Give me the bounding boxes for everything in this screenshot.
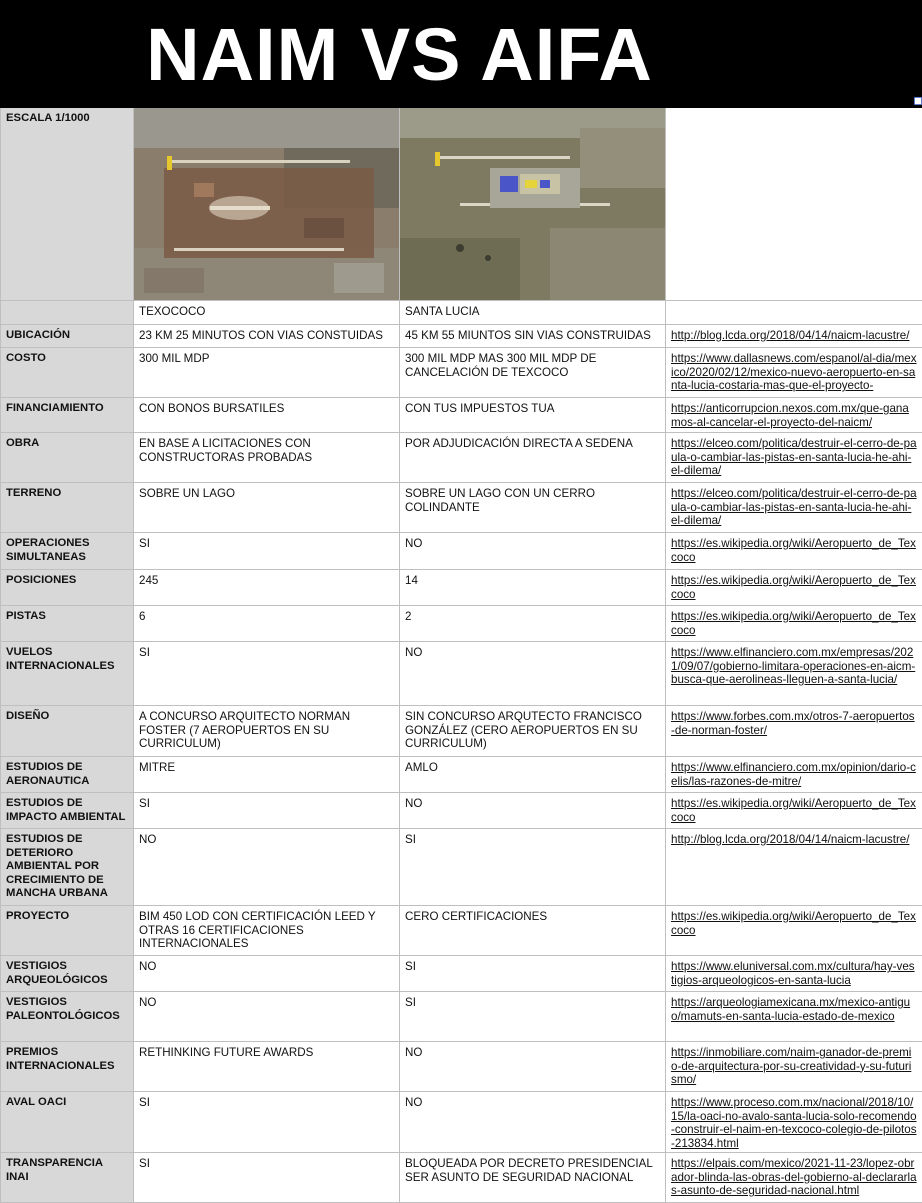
naim-value: NO: [139, 833, 156, 846]
source-link[interactable]: https://www.forbes.com.mx/otros-7-aeropuertos-de-norman-foster/: [671, 710, 915, 737]
aifa-value-cell: [400, 793, 666, 829]
row-label-cell: [1, 483, 134, 533]
aifa-value: SIN CONCURSO ARQUTECTO FRANCISCO GONZÁLEZ (CERO AEROPUERTOS EN SU CURRICULUM): [405, 710, 642, 750]
source-link[interactable]: https://inmobiliare.com/naim-ganador-de-premio-de-arquitectura-por-su-creatividad-y-su-futurismo/: [671, 1046, 911, 1086]
row-label: PISTAS: [6, 610, 46, 622]
source-link-cell: [666, 642, 922, 706]
row-label-cell: [1, 1042, 134, 1092]
naim-value: EN BASE A LICITACIONES CON CONSTRUCTORAS PROBADAS: [139, 437, 312, 464]
row-label-cell: [1, 992, 134, 1042]
table-row: [1, 348, 922, 398]
aifa-value: CON TUS IMPUESTOS TUA: [405, 402, 554, 415]
aifa-value-cell: [400, 325, 666, 348]
source-link[interactable]: https://anticorrupcion.nexos.com.mx/que-ganamos-al-cancelar-el-proyecto-del-naicm/: [671, 402, 909, 429]
row-label: AVAL OACI: [6, 1096, 66, 1108]
naim-value-cell: [134, 642, 400, 706]
aifa-value-cell: [400, 757, 666, 793]
source-link[interactable]: https://elceo.com/politica/destruir-el-cerro-de-paula-o-cambiar-las-pistas-en-santa-lucia-he-ahi-el-dilema/: [671, 437, 917, 477]
aifa-value-cell: [400, 348, 666, 398]
aifa-value: 45 KM 55 MIUNTOS SIN VIAS CONSTRUIDAS: [405, 329, 651, 342]
aifa-value-cell: [400, 533, 666, 570]
source-link-cell: [666, 533, 922, 570]
texcoco-image-cell: [134, 108, 400, 301]
header-blank-cell-right: [666, 1, 922, 108]
row-label-cell: [1, 1153, 134, 1203]
column-header-naim: TEXOCOCO: [134, 301, 400, 325]
table-row: [1, 1153, 922, 1203]
page-title: NAIM VS AIFA: [139, 5, 660, 105]
source-link[interactable]: https://www.elfinanciero.com.mx/opinion/dario-celis/las-razones-de-mitre/: [671, 761, 916, 788]
aifa-value: NO: [405, 1046, 422, 1059]
column-header-source-blank: [666, 301, 922, 325]
row-label: TERRENO: [6, 487, 61, 499]
row-label: DISEÑO: [6, 710, 49, 722]
naim-value: A CONCURSO ARQUITECTO NORMAN FOSTER (7 AEROPUERTOS EN SU CURRICULUM): [139, 710, 350, 750]
column-header-row: [1, 301, 922, 325]
naim-value: BIM 450 LOD CON CERTIFICACIÓN LEED Y OTRAS 16 CERTIFICACIONES INTERNACIONALES: [139, 910, 375, 950]
row-label: VUELOS INTERNACIONALES: [6, 646, 115, 672]
naim-value-cell: [134, 348, 400, 398]
row-label: TRANSPARENCIA INAI: [6, 1157, 103, 1183]
source-link-cell: [666, 706, 922, 757]
table-row: [1, 992, 922, 1042]
row-label-cell: [1, 398, 134, 433]
aifa-value-cell: [400, 1153, 666, 1203]
naim-value: SI: [139, 797, 150, 810]
naim-value: 245: [139, 574, 158, 587]
aifa-value: 14: [405, 574, 418, 587]
source-link-cell: [666, 433, 922, 483]
source-link[interactable]: https://elpais.com/mexico/2021-11-23/lopez-obrador-blinda-las-obras-del-gobierno-al-declararlas-asunto-de-seguridad-nacional.html: [671, 1157, 917, 1197]
title-cell: [134, 1, 666, 108]
naim-value-cell: [134, 757, 400, 793]
row-label: ESTUDIOS DE AERONAUTICA: [6, 761, 89, 787]
aifa-value: SI: [405, 960, 416, 973]
aifa-value: 2: [405, 610, 411, 623]
source-link-cell: [666, 829, 922, 906]
naim-value-cell: [134, 829, 400, 906]
naim-value: 23 KM 25 MINUTOS CON VIAS CONSTUIDAS: [139, 329, 383, 342]
naim-value-cell: [134, 606, 400, 642]
row-label: OPERACIONES SIMULTANEAS: [6, 537, 90, 563]
naim-value-cell: [134, 1042, 400, 1092]
naim-value: NO: [139, 960, 156, 973]
source-link-cell: [666, 1153, 922, 1203]
source-link-cell: [666, 325, 922, 348]
santa-lucia-satellite-map: [400, 108, 666, 300]
source-link[interactable]: https://www.dallasnews.com/espanol/al-dia/mexico/2020/02/12/mexico-nuevo-aeropuerto-en-santa-lucia-costaria-mas-que-el-proyecto-: [671, 352, 917, 392]
aifa-value-cell: [400, 398, 666, 433]
row-label: OBRA: [6, 437, 39, 449]
source-link[interactable]: https://elceo.com/politica/destruir-el-cerro-de-paula-o-cambiar-las-pistas-en-santa-lucia-he-ahi-el-dilema/: [671, 487, 917, 527]
table-row: [1, 757, 922, 793]
naim-value-cell: [134, 325, 400, 348]
source-link-cell: [666, 793, 922, 829]
naim-value: 300 MIL MDP: [139, 352, 209, 365]
table-row: [1, 642, 922, 706]
row-label-cell: [1, 642, 134, 706]
naim-value-cell: [134, 398, 400, 433]
source-link-cell: [666, 398, 922, 433]
table-row: [1, 906, 922, 956]
santa-lucia-image-cell: [400, 108, 666, 301]
source-link-cell: [666, 956, 922, 992]
row-label-cell: [1, 325, 134, 348]
naim-value-cell: [134, 1153, 400, 1203]
source-link-cell: [666, 570, 922, 606]
source-link[interactable]: https://es.wikipedia.org/wiki/Aeropuerto_de_Texcoco: [671, 797, 916, 824]
naim-value-cell: [134, 793, 400, 829]
table-row: [1, 1042, 922, 1092]
row-label-cell: [1, 433, 134, 483]
row-label-cell: [1, 706, 134, 757]
table-row: [1, 325, 922, 348]
table-row: [1, 956, 922, 992]
aifa-value: SOBRE UN LAGO CON UN CERRO COLINDANTE: [405, 487, 595, 514]
source-link[interactable]: http://blog.lcda.org/2018/04/14/naicm-lacustre/: [671, 833, 909, 846]
row-label: COSTO: [6, 352, 46, 364]
aifa-value-cell: [400, 906, 666, 956]
row-label-cell: [1, 606, 134, 642]
table-row: [1, 533, 922, 570]
aifa-value: POR ADJUDICACIÓN DIRECTA A SEDENA: [405, 437, 633, 450]
naim-value: SOBRE UN LAGO: [139, 487, 235, 500]
table-row: [1, 398, 922, 433]
aifa-value: CERO CERTIFICACIONES: [405, 910, 547, 923]
texcoco-satellite-map: [134, 108, 400, 300]
row-label-cell: [1, 1092, 134, 1153]
source-link[interactable]: https://es.wikipedia.org/wiki/Aeropuerto_de_Texcoco: [671, 610, 916, 637]
naim-value: MITRE: [139, 761, 175, 774]
title-row: [1, 1, 922, 108]
aifa-value: NO: [405, 797, 422, 810]
aifa-value-cell: [400, 706, 666, 757]
row-label-cell: [1, 956, 134, 992]
column-resize-handle[interactable]: [914, 97, 922, 105]
aifa-value-cell: [400, 606, 666, 642]
aifa-value-cell: [400, 1042, 666, 1092]
aifa-value-cell: [400, 956, 666, 992]
image-row-empty-cell: [666, 108, 922, 301]
source-link[interactable]: https://www.eluniversal.com.mx/cultura/hay-vestigios-arqueologicos-en-santa-lucia: [671, 960, 915, 987]
naim-value: 6: [139, 610, 145, 623]
row-label: ESTUDIOS DE DETERIORO AMBIENTAL POR CRECIMIENTO DE MANCHA URBANA: [6, 833, 108, 899]
table-row: [1, 829, 922, 906]
naim-value: NO: [139, 996, 156, 1009]
row-label-cell: [1, 533, 134, 570]
source-link-cell: [666, 483, 922, 533]
row-label-cell: [1, 793, 134, 829]
naim-value-cell: [134, 992, 400, 1042]
table-row: [1, 433, 922, 483]
naim-value: SI: [139, 1157, 150, 1170]
naim-value-cell: [134, 433, 400, 483]
aifa-value-cell: [400, 992, 666, 1042]
column-header-blank: [1, 301, 134, 325]
aifa-value: BLOQUEADA POR DECRETO PRESIDENCIAL SER ASUNTO DE SEGURIDAD NACIONAL: [405, 1157, 652, 1184]
naim-value: CON BONOS BURSATILES: [139, 402, 284, 415]
source-link[interactable]: https://es.wikipedia.org/wiki/Aeropuerto_de_Texcoco: [671, 910, 916, 937]
naim-value: SI: [139, 1096, 150, 1109]
row-label: ESTUDIOS DE IMPACTO AMBIENTAL: [6, 797, 125, 823]
naim-value-cell: [134, 1092, 400, 1153]
table-row: [1, 793, 922, 829]
aifa-value-cell: [400, 1092, 666, 1153]
aifa-value-cell: [400, 433, 666, 483]
source-link[interactable]: https://es.wikipedia.org/wiki/Aeropuerto_de_Texcoco: [671, 537, 916, 564]
table-row: [1, 483, 922, 533]
source-link[interactable]: https://www.elfinanciero.com.mx/empresas/2021/09/07/gobierno-limitara-operaciones-en-aicm-busca-que-aerolineas-lleguen-a-santa-lucia/: [671, 646, 915, 686]
aifa-value: NO: [405, 646, 422, 659]
row-label: POSICIONES: [6, 574, 76, 586]
row-label-cell: [1, 757, 134, 793]
source-link[interactable]: https://es.wikipedia.org/wiki/Aeropuerto_de_Texcoco: [671, 574, 916, 601]
aifa-value-cell: [400, 829, 666, 906]
naim-value-cell: [134, 570, 400, 606]
row-label-cell: [1, 829, 134, 906]
naim-value-cell: [134, 483, 400, 533]
row-label: UBICACIÓN: [6, 329, 70, 341]
naim-value: SI: [139, 537, 150, 550]
source-link-cell: [666, 992, 922, 1042]
aifa-value: SI: [405, 833, 416, 846]
aifa-value: 300 MIL MDP MAS 300 MIL MDP DE CANCELACIÓN DE TEXCOCO: [405, 352, 596, 379]
source-link-cell: [666, 1042, 922, 1092]
source-link-cell: [666, 1092, 922, 1153]
aifa-value: SI: [405, 996, 416, 1009]
aifa-value: AMLO: [405, 761, 438, 774]
source-link[interactable]: https://arqueologiamexicana.mx/mexico-antiguo/mamuts-en-santa-lucia-estado-de-mexico: [671, 996, 910, 1023]
row-label-cell: [1, 348, 134, 398]
header-blank-cell: [1, 1, 134, 108]
row-label-cell: [1, 906, 134, 956]
aifa-value: NO: [405, 1096, 422, 1109]
column-header-aifa: SANTA LUCIA: [400, 301, 666, 325]
aifa-value-cell: [400, 483, 666, 533]
table-row: [1, 706, 922, 757]
row-label: PREMIOS INTERNACIONALES: [6, 1046, 115, 1072]
source-link-cell: [666, 348, 922, 398]
naim-value: SI: [139, 646, 150, 659]
source-link[interactable]: https://www.proceso.com.mx/nacional/2018/10/15/la-oaci-no-avalo-santa-lucia-solo-recomendo-construir-el-naim-en-texcoco-colegio-de-pilotos-213834.html: [671, 1096, 917, 1150]
source-link-cell: [666, 906, 922, 956]
source-link-cell: [666, 757, 922, 793]
aifa-value: NO: [405, 537, 422, 550]
table-row: [1, 606, 922, 642]
source-link-cell: [666, 606, 922, 642]
naim-value-cell: [134, 706, 400, 757]
naim-value-cell: [134, 956, 400, 992]
table-row: [1, 1092, 922, 1153]
naim-value: RETHINKING FUTURE AWARDS: [139, 1046, 313, 1059]
row-label: FINANCIAMIENTO: [6, 402, 104, 414]
aifa-value-cell: [400, 642, 666, 706]
row-label: PROYECTO: [6, 910, 69, 922]
naim-value-cell: [134, 906, 400, 956]
table-row: [1, 570, 922, 606]
row-label-cell: [1, 570, 134, 606]
source-link[interactable]: http://blog.lcda.org/2018/04/14/naicm-lacustre/: [671, 329, 909, 342]
aifa-value-cell: [400, 570, 666, 606]
image-row: [1, 108, 922, 301]
row-label: VESTIGIOS PALEONTOLÓGICOS: [6, 996, 120, 1022]
naim-value-cell: [134, 533, 400, 570]
row-label: VESTIGIOS ARQUEOLÓGICOS: [6, 960, 108, 986]
scale-label: ESCALA 1/1000: [1, 108, 134, 301]
